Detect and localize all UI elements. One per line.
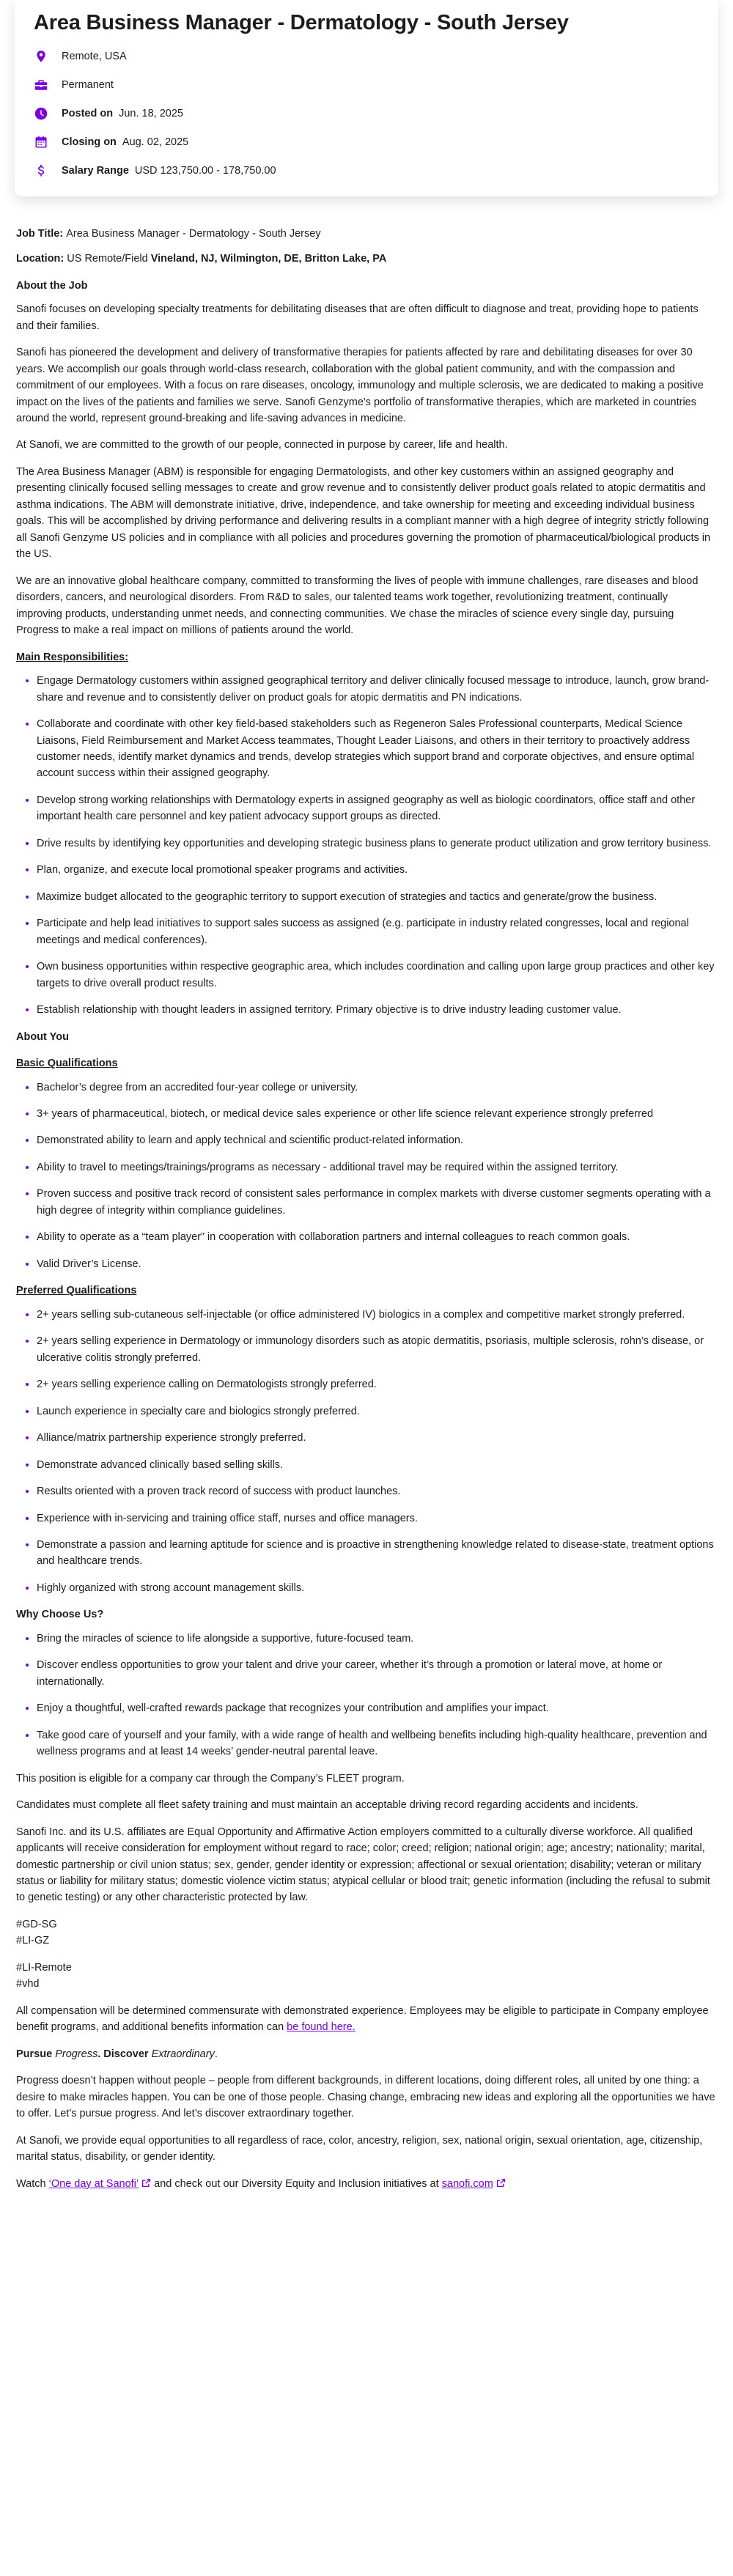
location-label: Location:	[16, 253, 65, 265]
why-choose-us-heading: Why Choose Us?	[16, 1609, 104, 1621]
equal-opportunity-text: At Sanofi, we provide equal opportunities to all regardless of race, color, ancestry, religion, sex, national origin, sexual orientation, age, citizenship, marital status, disability, or gender identity.	[16, 2134, 703, 2163]
responsibilities-list	[16, 673, 715, 1019]
posted-value: Jun. 18, 2025	[119, 108, 183, 120]
compensation-text	[16, 2003, 715, 2036]
list-item: • Bachelor’s degree from an accredited four-year college or university.	[37, 1080, 715, 1096]
watch-prefix: Watch	[16, 2177, 49, 2190]
watch-middle: and check out our Diversity Equity and Inclusion initiatives at	[151, 2177, 442, 2190]
calendar-icon	[34, 135, 48, 150]
progress-word: Progress	[55, 2048, 98, 2060]
page-title: Area Business Manager - Dermatology - South Jersey	[34, 11, 569, 34]
job-description	[0, 196, 733, 2217]
list-item: • Establish relationship with thought leaders in assigned territory. Primary objective is to drive industry leading customer value.	[37, 1002, 715, 1018]
about-paragraph: Sanofi focuses on developing specialty treatments for debilitating diseases that are often difficult to diagnose and treat, providing hope to patients and their families.	[16, 303, 699, 332]
list-item: • Valid Driver’s License.	[37, 1256, 715, 1272]
location-cities: Vineland, NJ, Wilmington, DE, Britton Lake, PA	[150, 253, 387, 265]
closing-value: Aug. 02, 2025	[122, 136, 189, 149]
preferred-qualifications-list	[16, 1307, 715, 1597]
closing-label: Closing on	[62, 136, 117, 149]
about-paragraph: At Sanofi, we are committed to the growth of our people, connected in purpose by career, life and health.	[16, 439, 508, 451]
watch-line	[16, 2176, 715, 2192]
external-link-icon	[141, 2177, 151, 2186]
list-item: • Highly organized with strong account management skills.	[37, 1580, 715, 1596]
location-line	[16, 251, 715, 267]
list-item: • Participate and help lead initiatives to support sales success as assigned (e.g. participate in industry related congresses, local and regional meetings and medical conferences).	[37, 915, 715, 948]
list-item: • 2+ years selling experience in Dermatology or immunology disorders such as atopic dermatitis, psoriasis, multiple sclerosis, rohn’s disease, or ulcerative colitis strongly preferred.	[37, 1333, 715, 1366]
external-link-icon	[496, 2177, 506, 2186]
extraordinary-word: Extraordinary	[151, 2048, 215, 2060]
compensation-body: All compensation will be determined commensurate with demonstrated experience. Employees may be eligible to participate in Company employee benefit programs, and additional benefits information can	[16, 2004, 709, 2034]
job-header-card	[15, 0, 718, 196]
about-paragraph: Sanofi has pioneered the development and delivery of transformative therapies for patients affected by rare and debilitating diseases for over 30 years. We accomplish our goals through world-class research, collaboration with the global patient community, and with the compassion and commitment of our employees. With a focus on rare diseases, oncology, immunology and multiple sclerosis, we are dedicated to making a positive impact on the lives of the patients and families we serve. Sanofi Genzyme's portfolio of transformative therapies, which are marketed in countries around the world, represent ground-breaking and life-saving advances in medicine.	[16, 347, 704, 425]
list-item: • Plan, organize, and execute local promotional speaker programs and activities.	[37, 862, 715, 878]
clock-icon	[34, 106, 48, 121]
job-title-value: Area Business Manager - Dermatology - South Jersey	[66, 227, 321, 240]
job-title-line	[16, 226, 715, 242]
pursue-progress-line	[16, 2046, 715, 2062]
list-item: • Collaborate and coordinate with other key field-based stakeholders such as Regeneron Sales Professional counterparts, Medical Science Liaisons, Field Reimbursement and Market Access teammates, Thought Leader Liaisons, and others in their territory to proactively address customer needs, identify market dynamics and trends, develop strategies which support brand and corporate objectives, and ensure optimal account success within their assigned geography.	[37, 716, 715, 782]
progress-text: Progress doesn’t happen without people – people from different backgrounds, in different locations, doing different roles, all united by one thing: a desire to make miracles happen. You can be one of those people. Chasing change, embracing new ideas and exploring all the opportunities we have to offer. Let’s pursue progress. And let’s discover extraordinary together.	[16, 2075, 715, 2120]
list-item: • Take good care of yourself and your family, with a wide range of health and wellbeing benefits including high-quality healthcare, prevention and wellness programs and at least 14 weeks’ gender-neutral parental leave.	[37, 1727, 715, 1760]
list-item: • Own business opportunities within respective geographic area, which includes coordination and calling upon large group practices and other key targets to drive overall product results.	[37, 959, 715, 992]
list-item: • Experience with in-servicing and training office staff, nurses and office managers.	[37, 1510, 715, 1527]
eeo-text: Sanofi Inc. and its U.S. affiliates are Equal Opportunity and Affirmative Action employers committed to a culturally diverse workforce. All qualified applicants will receive consideration for employment without regard to race; color; creed; religion; national origin; age; ancestry; nationality; marital, domestic partnership or civil union status; sex, gender, gender identity or expression; affectional or sexual orientation; disability; veteran or military status or liability for military status; domestic violence victim status; atypical cellular or blood trait; genetic information (including the refusal to submit to genetic testing) or any other characteristic protected by law.	[16, 1826, 710, 1904]
list-item: • Ability to travel to meetings/trainings/programs as necessary - additional travel may be required within the assigned territory.	[37, 1159, 715, 1176]
hashtag: #vhd	[16, 1978, 40, 1990]
candidates-text: Candidates must complete all fleet safety training and must maintain an acceptable driving record regarding accidents and incidents.	[16, 1799, 638, 1812]
list-item: • Bring the miracles of science to life alongside a supportive, future-focused team.	[37, 1631, 715, 1647]
list-item: • Ability to operate as a “team player” in cooperation with collaboration partners and internal colleagues to reach common goals.	[37, 1229, 715, 1245]
pursue-word: Pursue	[16, 2048, 53, 2060]
list-item: • Develop strong working relationships with Dermatology experts in assigned geography as well as biologic coordinators, office staff and other important health care personnel and key patient advocacy support groups as directed.	[37, 792, 715, 825]
list-item: • Demonstrate a passion and learning aptitude for science and is proactive in strengthening knowledge related to disease-state, treatment options and healthcare trends.	[37, 1537, 715, 1570]
closing-row	[34, 133, 699, 152]
hashtag: #LI-GZ	[16, 1935, 50, 1947]
location-row	[34, 48, 699, 66]
about-you-heading: About You	[16, 1030, 69, 1043]
list-item: • Enjoy a thoughtful, well-crafted rewards package that recognizes your contribution and amplifies your impact.	[37, 1700, 715, 1716]
list-item: • 3+ years of pharmaceutical, biotech, or medical device sales experience or other life science relevant experience strongly preferred	[37, 1106, 715, 1122]
location-pin-icon	[34, 49, 48, 64]
list-item: • Engage Dermatology customers within assigned geographical territory and deliver clinically focused message to introduce, launch, grow brand-share and revenue and to consistently deliver on product goals for atopic dermatitis and PN indications.	[37, 673, 715, 706]
benefits-link[interactable]: be found here.	[287, 2021, 356, 2034]
posted-label: Posted on	[62, 108, 114, 120]
hashtag: #LI-Remote	[16, 1961, 72, 1974]
dollar-icon	[34, 163, 48, 178]
list-item: • 2+ years selling sub-cutaneous self-injectable (or office administered IV) biologics in a complex and competitive market strongly preferred.	[37, 1307, 715, 1323]
why-choose-us-list	[16, 1631, 715, 1760]
list-item: • 2+ years selling experience calling on Dermatologists strongly preferred.	[37, 1376, 715, 1392]
location-plain: US Remote/Field	[67, 253, 148, 265]
list-item: • Proven success and positive track record of consistent sales performance in complex markets with diverse customer segments operating with a high degree of integrity within compliance guidelines.	[37, 1186, 715, 1219]
sanofi-site-link[interactable]: sanofi.com	[441, 2177, 493, 2190]
posted-row	[34, 105, 699, 123]
briefcase-icon	[34, 78, 48, 92]
fleet-text: This position is eligible for a company car through the Company’s FLEET program.	[16, 1772, 405, 1785]
responsibilities-heading: Main Responsibilities:	[16, 651, 129, 663]
list-item: • Launch experience in specialty care and biologics strongly preferred.	[37, 1403, 715, 1420]
preferred-qualifications-heading: Preferred Qualifications	[16, 1285, 137, 1297]
list-item: • Maximize budget allocated to the geographic territory to support execution of strategies and tactics and generate/grow the business.	[37, 889, 715, 905]
list-item: • Demonstrated ability to learn and apply technical and scientific product-related information.	[37, 1132, 715, 1148]
pursue-period: .	[214, 2048, 218, 2060]
list-item: • Drive results by identifying key opportunities and developing strategic business plans to generate product utilization and grow territory business.	[37, 835, 715, 852]
hashtags-group-b	[16, 1960, 715, 1993]
job-title-label: Job Title:	[16, 227, 64, 240]
hashtags-group-a	[16, 1916, 715, 1949]
list-item: • Results oriented with a proven track record of success with product launches.	[37, 1483, 715, 1499]
salary-row	[34, 162, 699, 180]
about-job-heading: About the Job	[16, 279, 88, 292]
list-item: • Demonstrate advanced clinically based selling skills.	[37, 1457, 715, 1473]
location-value: Remote, USA	[62, 51, 127, 63]
one-day-at-sanofi-link[interactable]: ‘One day at Sanofi’	[48, 2177, 139, 2190]
salary-value: USD 123,750.00 - 178,750.00	[134, 165, 276, 177]
about-paragraph: We are an innovative global healthcare company, committed to transforming the lives of people with immune challenges, rare diseases and blood disorders, cancers, and neurological disorders. From R&D to sales, our talented teams work together, revolutionizing treatment, continually improving products, understanding unmet needs, and connecting communities. We chase the miracles of science every single day, pursuing Progress to make a real impact on millions of patients around the world.	[16, 575, 699, 637]
discover-word: . Discover	[97, 2048, 149, 2060]
list-item: • Discover endless opportunities to grow your talent and drive your career, whether it’s through a promotion or lateral move, at home or internationally.	[37, 1657, 715, 1690]
hashtag: #GD-SG	[16, 1918, 57, 1930]
basic-qualifications-heading: Basic Qualifications	[16, 1058, 118, 1070]
list-item: • Alliance/matrix partnership experience strongly preferred.	[37, 1430, 715, 1446]
employment-type-value: Permanent	[62, 79, 114, 92]
employment-type-row	[34, 76, 699, 95]
salary-label: Salary Range	[62, 165, 129, 177]
about-paragraph: The Area Business Manager (ABM) is responsible for engaging Dermatologists, and other key customers within an assigned geography and presenting clinically focused selling messages to create and grow revenue and to consistently deliver product goals related to atopic dermatitis and asthma indications. The ABM will demonstrate initiative, drive, independence, and take ownership for meeting and exceeding individual business goals. This will be accomplished by driving performance and delivering results in a compliant manner with a high degree of integrity strictly following all Sanofi Genzyme US policies and in compliance with all policies and procedures governing the promotion of pharmaceutical/biological products in the US.	[16, 465, 711, 561]
basic-qualifications-list	[16, 1080, 715, 1273]
